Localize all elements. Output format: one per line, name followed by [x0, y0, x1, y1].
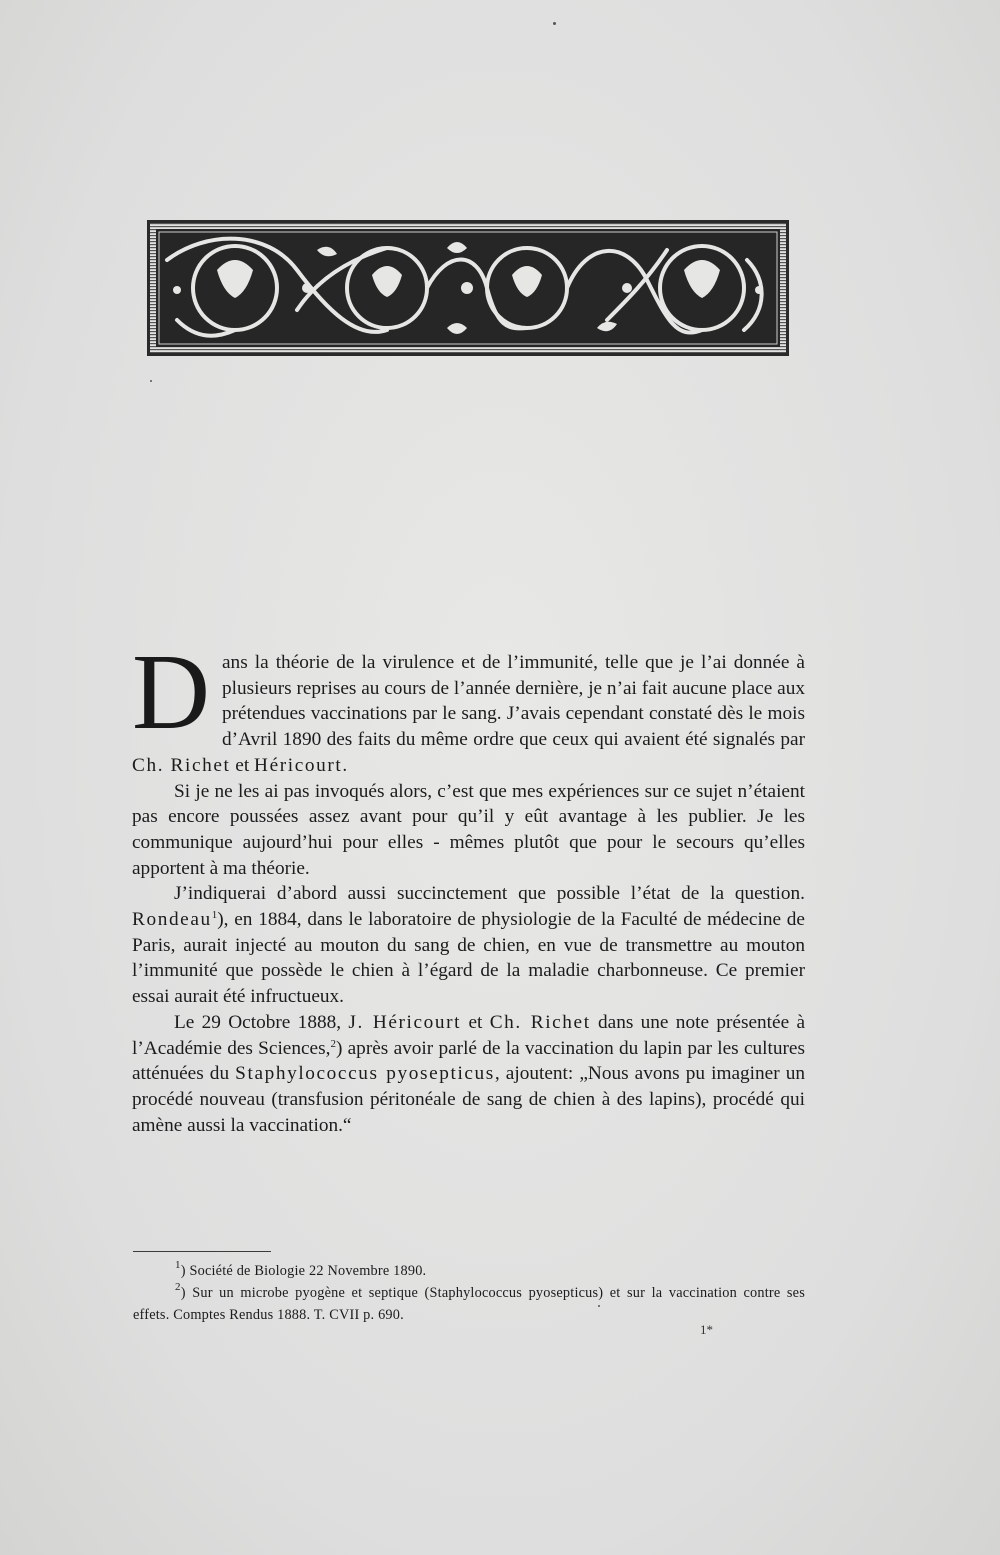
footnote-2-text: ) Sur un microbe pyogène et septique (Staphylococcus pyosepticus) et sur la vaccination contre ses effets. Comptes Rendus 1888. T. CVII p. 690. [133, 1285, 805, 1323]
author-name-rondeau: Rondeau [132, 909, 212, 931]
paragraph-1-text: ans la théorie de la virulence et de l’immunité, telle que je l’ai donnée à plusieurs reprises au cours de l’année dernière, je n’ai fait aucune place aux prétendues vaccinations par le sang. J’avais cependant constaté dès le mois d’Avril 1890 des faits du même ordre que ceux qui avaient été signalés par [222, 652, 805, 751]
author-name-hericourt-2: J. Héricourt [348, 1011, 462, 1033]
paragraph-4-text-3: ) après avoir parlé de la vaccination du lapin par les cultures atténuées du [132, 1037, 805, 1085]
paragraph-4-text-2: dans une note présentée à l’Académie des Sciences, [132, 1011, 805, 1059]
paragraph-2: Si je ne les ai pas invoqués alors, c’est que mes expériences sur ce sujet n’étaient pas encore poussées assez avant pour qu’il y eût avantage à les publier. Je les communique aujourd’hui pour elles - mêmes plutôt que pour le secours qu’elles apportent à ma théorie. [132, 780, 805, 879]
footnotes [133, 1260, 805, 1326]
footnote-ref-1[interactable]: 1 [211, 909, 218, 922]
ornament-headpiece-icon [147, 220, 789, 356]
scan-speck [553, 22, 556, 25]
drop-cap: D [132, 633, 210, 752]
footnote-mark-1: 1 [175, 1259, 181, 1271]
signature-mark: 1* [700, 1322, 713, 1337]
footnote-ref-2[interactable]: 2 [330, 1037, 336, 1050]
footnote-1-text: ) Société de Biologie 22 Novembre 1890. [180, 1263, 427, 1279]
footnote-2 [133, 1282, 805, 1326]
scan-speck [150, 380, 152, 382]
paragraph-4-conjunction: et [461, 1011, 490, 1033]
paragraph-3 [132, 881, 805, 1010]
paragraph-1-end: . [342, 754, 348, 776]
author-name-hericourt: Héricourt [254, 754, 343, 776]
author-name-richet: Ch. Richet [132, 754, 231, 776]
paragraph-3-rest: ), en 1884, dans le laboratoire de physiologie de la Faculté de médecine de Paris, aurait injecté au mouton du sang de chien, en vue de transmettre au mouton l’immunité que possède le chien à l’égard de la maladie charbonneuse. Ce premier essai aurait été infructueux. [132, 909, 805, 1008]
footnote-mark-2: 2 [175, 1281, 181, 1293]
main-text [132, 633, 805, 1138]
paragraph-4-start: Le 29 Octobre 1888, [174, 1011, 349, 1033]
footnote-divider [133, 1251, 271, 1252]
footnote-1 [133, 1260, 805, 1282]
scan-speck [598, 1305, 600, 1307]
paragraph-4 [132, 1010, 805, 1139]
paragraph-1-conjunction: et [230, 754, 255, 776]
paragraph-4-text-4: , ajoutent: „Nous avons pu imaginer un procédé nouveau (transfusion péritonéale de sang de chien à des lapins), procédé qui amène aussi la vaccination.“ [132, 1063, 805, 1136]
author-name-richet-2: Ch. Richet [489, 1011, 591, 1033]
species-name: Staphylococcus pyosepticus [235, 1063, 495, 1085]
paragraph-1 [132, 633, 805, 779]
paragraph-3-start: J’indiquerai d’abord aussi succinctement que possible l’état de la question. [174, 883, 805, 905]
